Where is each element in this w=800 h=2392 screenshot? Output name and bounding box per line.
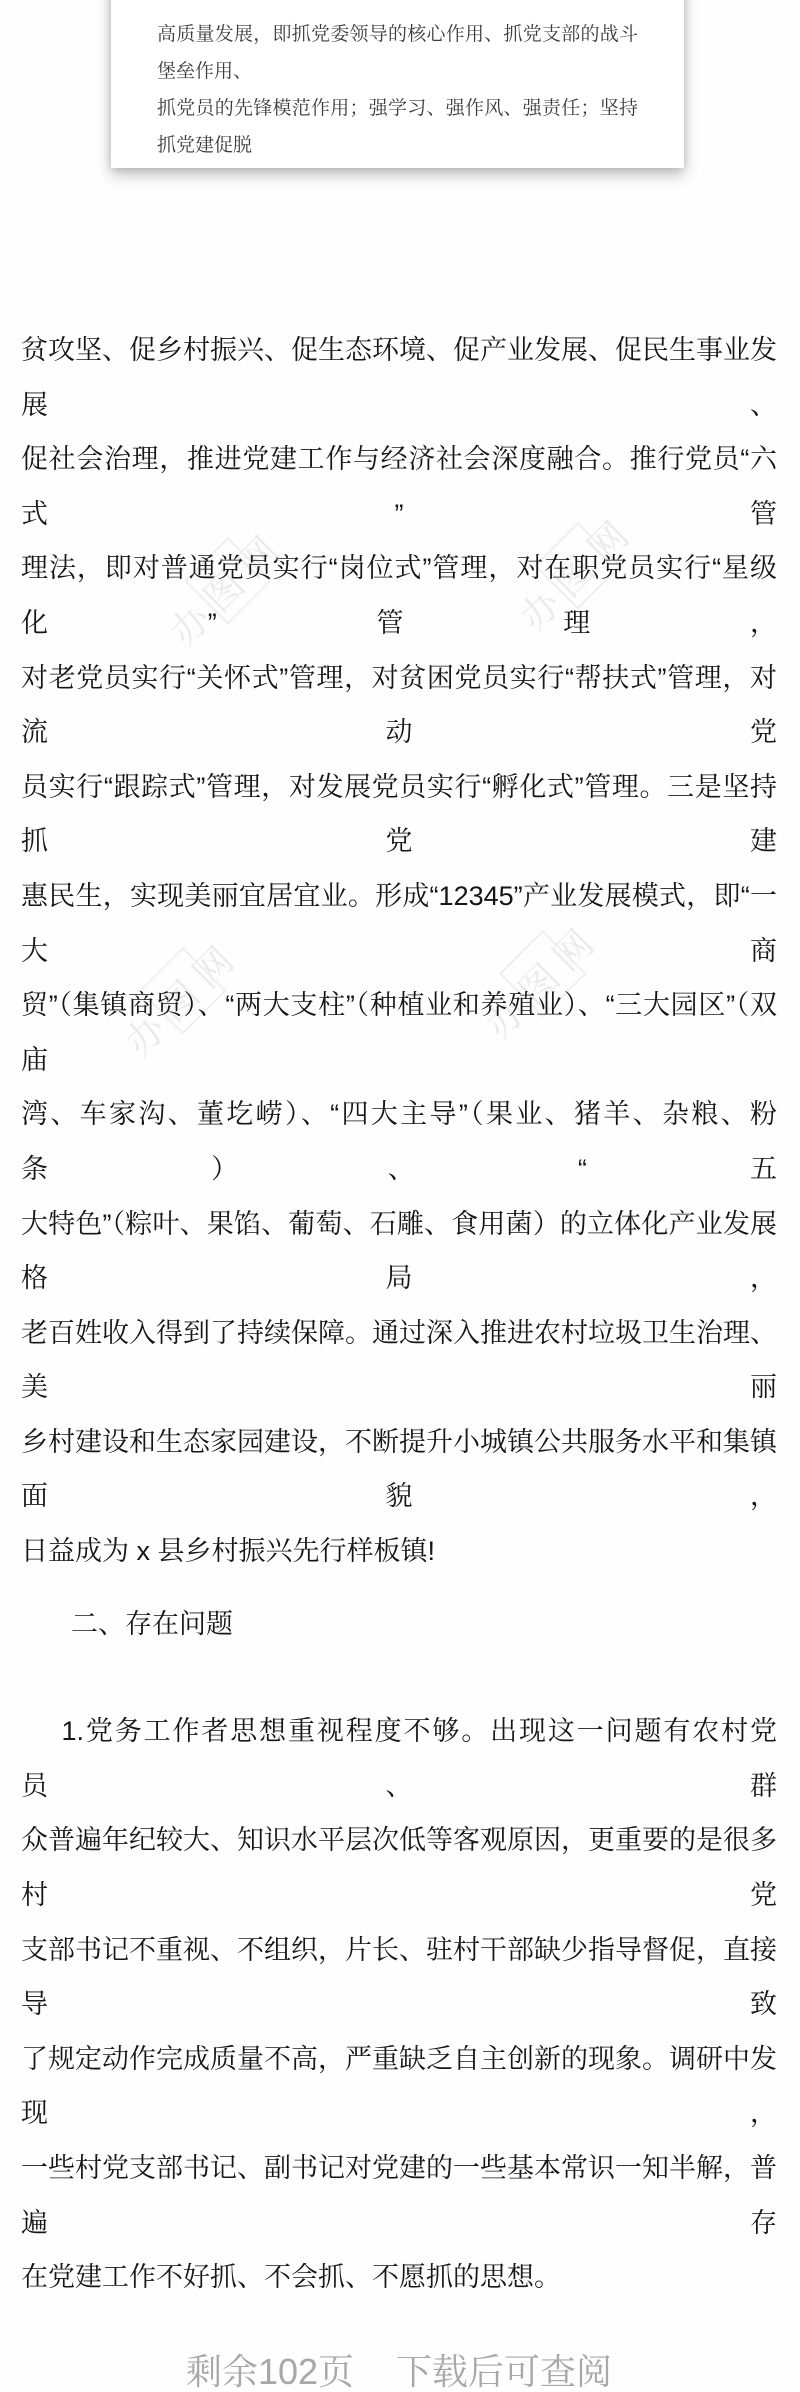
text-line: 抓党员的先锋模范作用；强学习、强作风、强责任；坚持抓党建促脱 bbox=[157, 98, 638, 156]
pages-remaining-notice bbox=[21, 2350, 777, 2392]
watermark-text: 办图网 bbox=[117, 932, 249, 1064]
remaining-pages-text: 剩余102页 bbox=[185, 2350, 355, 2392]
text-line: 贫攻坚、促乡村振兴、促生态环境、促产业发展、促民生事业发展、 bbox=[21, 335, 777, 420]
text-line: 高质量发展，即抓党委领导的核心作用、抓党支部的战斗堡垒作用、 bbox=[157, 24, 638, 82]
text-line: 对老党员实行“关怀式”管理，对贫困党员实行“帮扶式”管理，对流动党 bbox=[21, 662, 777, 748]
text-line: 一些村党支部书记、副书记对党建的一些基本常识一知半解，普遍存 bbox=[21, 2153, 777, 2238]
section-heading-problems: 二、存在问题 bbox=[71, 1608, 233, 1639]
text-line: 大特色”（粽叶、果馅、葡萄、石雕、食用菌）的立体化产业发展格局， bbox=[21, 1208, 777, 1294]
text-line: 乡村建设和生态家园建设，不断提升小城镇公共服务水平和集镇面貌， bbox=[21, 1426, 777, 1512]
previous-page-card bbox=[111, 0, 684, 168]
text-line: 了规定动作完成质量不高，严重缺乏自主创新的现象。调研中发现， bbox=[21, 2043, 777, 2129]
watermark-text: 办图网 bbox=[512, 507, 644, 639]
text-line: 老百姓收入得到了持续保障。通过深入推进农村垃圾卫生治理、美丽 bbox=[21, 1317, 777, 1403]
text-line: 日益成为 x 县乡村振兴先行样板镇! bbox=[21, 1536, 436, 1567]
text-line: 促社会治理，推进党建工作与经济社会深度融合。推行党员“六式”管 bbox=[21, 444, 777, 529]
text-line: 理法，即对普通党员实行“岗位式”管理，对在职党员实行“星级化”管理， bbox=[21, 553, 777, 638]
paragraph-achievements bbox=[21, 323, 777, 1579]
text-line: 支部书记不重视、不组织，片长、驻村干部缺少指导督促，直接导致 bbox=[21, 1934, 777, 2020]
text-line: 贸”（集镇商贸）、“两大支柱”（种植业和养殖业）、“三大园区”（双庙 bbox=[21, 990, 777, 1075]
text-line: 惠民生，实现美丽宜居宜业。形成“12345”产业发展模式，即“一大商 bbox=[21, 880, 777, 966]
watermark-text: 办图网 bbox=[162, 522, 294, 654]
text-line: 1.党务工作者思想重视程度不够。出现这一问题有农村党员、群 bbox=[21, 1716, 777, 1801]
previous-page-text bbox=[111, 0, 684, 164]
paragraph-problem-1 bbox=[21, 1704, 777, 2305]
text-line: 湾、车家沟、董圪崂）、“四大主导”（果业、猪羊、杂粮、粉条）、“五 bbox=[21, 1099, 777, 1184]
download-hint-text: 下载后可查阅 bbox=[396, 2350, 613, 2392]
text-line: 众普遍年纪较大、知识水平层次低等客观原因，更重要的是很多村党 bbox=[21, 1825, 777, 1911]
watermark-text: 办图网 bbox=[477, 915, 609, 1047]
text-line: 在党建工作不好抓、不会抓、不愿抓的思想。 bbox=[21, 2262, 561, 2293]
text-line: 员实行“跟踪式”管理，对发展党员实行“孵化式”管理。三是坚持抓党建 bbox=[21, 771, 777, 857]
document-body bbox=[21, 323, 777, 2390]
